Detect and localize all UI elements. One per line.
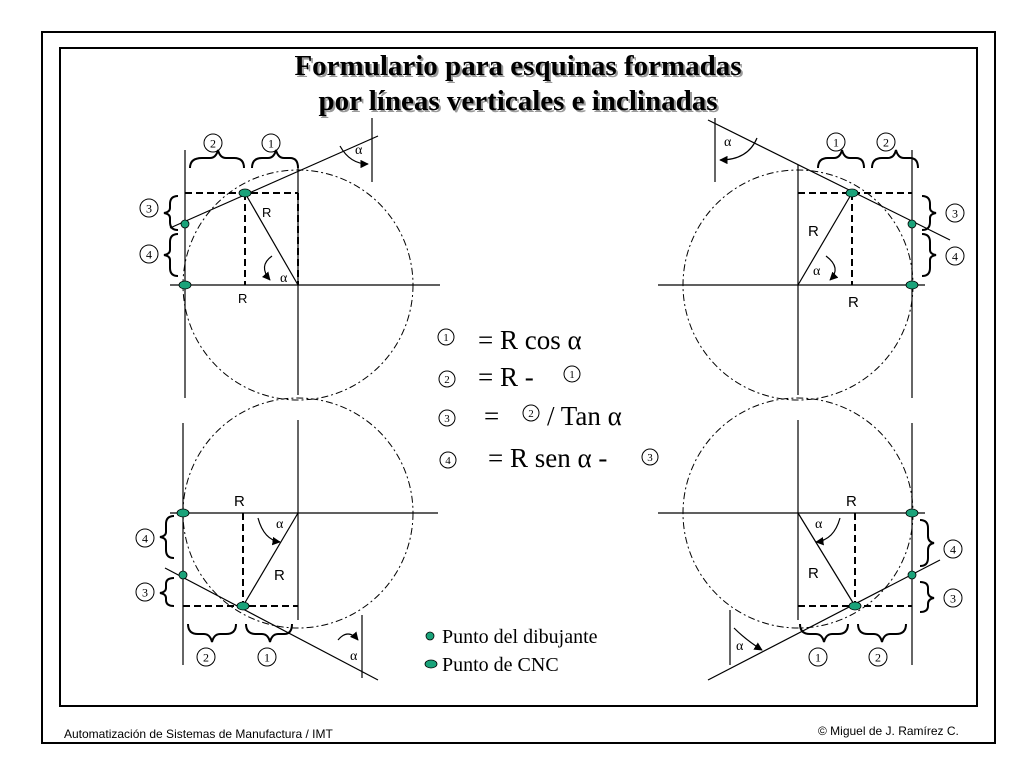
label-4: 4: [146, 247, 152, 262]
radius-label: R: [808, 565, 819, 582]
angle-arrow: [340, 146, 368, 164]
radius-label: R: [234, 493, 245, 510]
corner-bottom-left: [136, 398, 438, 680]
cnc-point-icon: [425, 660, 437, 668]
formula-text: =: [484, 401, 500, 431]
formula-ref: 1: [569, 369, 575, 381]
cnc-point: [906, 281, 918, 289]
alpha-label: α: [813, 264, 821, 279]
cnc-point: [237, 602, 249, 610]
legend-cnc-label: Punto de CNC: [442, 654, 559, 676]
brace-3: [920, 582, 934, 612]
label-3: 3: [950, 591, 956, 606]
label-4: 4: [950, 542, 956, 557]
label-2: 2: [210, 136, 216, 151]
brace-1: [800, 624, 848, 642]
legend-drafter-label: Punto del dibujante: [442, 626, 598, 648]
inclined-line: [708, 560, 940, 680]
radius-line: [243, 513, 298, 606]
label-1: 1: [268, 136, 274, 151]
cnc-point: [906, 509, 918, 517]
alpha-label: α: [350, 649, 358, 664]
label-1: 1: [833, 135, 839, 150]
corner-bottom-right: [658, 398, 962, 680]
formula-ref: 2: [528, 408, 534, 420]
legend: [425, 626, 598, 676]
brace-3: [922, 196, 936, 230]
formula-number: 3: [444, 413, 450, 425]
formula-tail: / Tan α: [547, 401, 622, 431]
brace-2: [188, 624, 236, 642]
radius-label: R: [848, 294, 859, 311]
label-4: 4: [142, 531, 148, 546]
formula-3: [439, 401, 622, 431]
brace-2: [858, 624, 906, 642]
formula-4: [440, 443, 658, 473]
radius-label: R: [262, 205, 272, 220]
radius-label: R: [274, 567, 285, 584]
label-1: 1: [264, 650, 270, 665]
brace-1: [818, 150, 864, 168]
formula-number: 2: [444, 374, 450, 386]
formula-ref: 3: [647, 452, 653, 464]
alpha-label: α: [736, 639, 744, 654]
formula-number: 4: [445, 455, 451, 467]
cnc-point: [849, 602, 861, 610]
formula-2: [439, 362, 580, 392]
footer-copyright: © Miguel de J. Ramírez C.: [818, 724, 959, 738]
brace-3: [160, 578, 174, 606]
drafter-point: [908, 571, 916, 579]
cnc-point: [846, 189, 858, 197]
label-1: 1: [815, 650, 821, 665]
angle-arrow: [826, 256, 835, 280]
brace-2: [190, 150, 244, 168]
inclined-line: [165, 568, 378, 680]
label-2: 2: [203, 650, 209, 665]
brace-1: [252, 150, 298, 168]
label-2: 2: [883, 135, 889, 150]
label-4: 4: [952, 249, 958, 264]
radius-label: R: [846, 493, 857, 510]
radius-line: [798, 513, 855, 606]
title-line-2: por líneas verticales e inclinadas: [318, 85, 718, 117]
brace-4: [164, 234, 178, 276]
label-3: 3: [142, 585, 148, 600]
drafter-point: [908, 220, 916, 228]
drafter-point: [181, 220, 189, 228]
alpha-label: α: [355, 143, 363, 158]
formula-text: = R sen α -: [488, 443, 608, 473]
brace-1: [246, 624, 292, 642]
formula-text: = R cos α: [478, 325, 582, 355]
corner-top-right: [658, 118, 964, 400]
label-3: 3: [952, 206, 958, 221]
formula-text: = R -: [478, 362, 534, 392]
label-2: 2: [875, 650, 881, 665]
title-line-1: Formulario para esquinas formadas: [294, 50, 742, 82]
brace-4: [920, 520, 934, 566]
alpha-label: α: [276, 517, 284, 532]
angle-arrow: [264, 256, 272, 280]
drafter-point-icon: [426, 632, 434, 640]
cnc-point: [177, 509, 189, 517]
cnc-point: [239, 189, 251, 197]
alpha-label: α: [815, 517, 823, 532]
alpha-label: α: [724, 135, 732, 150]
radius-line: [245, 193, 298, 285]
cnc-point: [179, 281, 191, 289]
corner-top-left: [140, 118, 440, 400]
footer-course: Automatización de Sistemas de Manufactura / IMT: [64, 727, 333, 741]
radius-label: R: [238, 291, 248, 306]
inclined-line: [170, 136, 378, 228]
drafter-point: [179, 571, 187, 579]
radius-label: R: [808, 223, 819, 240]
brace-4: [922, 234, 936, 276]
brace-2: [872, 150, 918, 168]
angle-arrow: [338, 634, 358, 640]
radius-line: [798, 193, 852, 285]
brace-4: [160, 516, 174, 558]
label-3: 3: [146, 201, 152, 216]
formula-1: [438, 325, 582, 355]
alpha-label: α: [280, 271, 288, 286]
formula-list: [438, 325, 658, 473]
formula-number: 1: [443, 332, 449, 344]
